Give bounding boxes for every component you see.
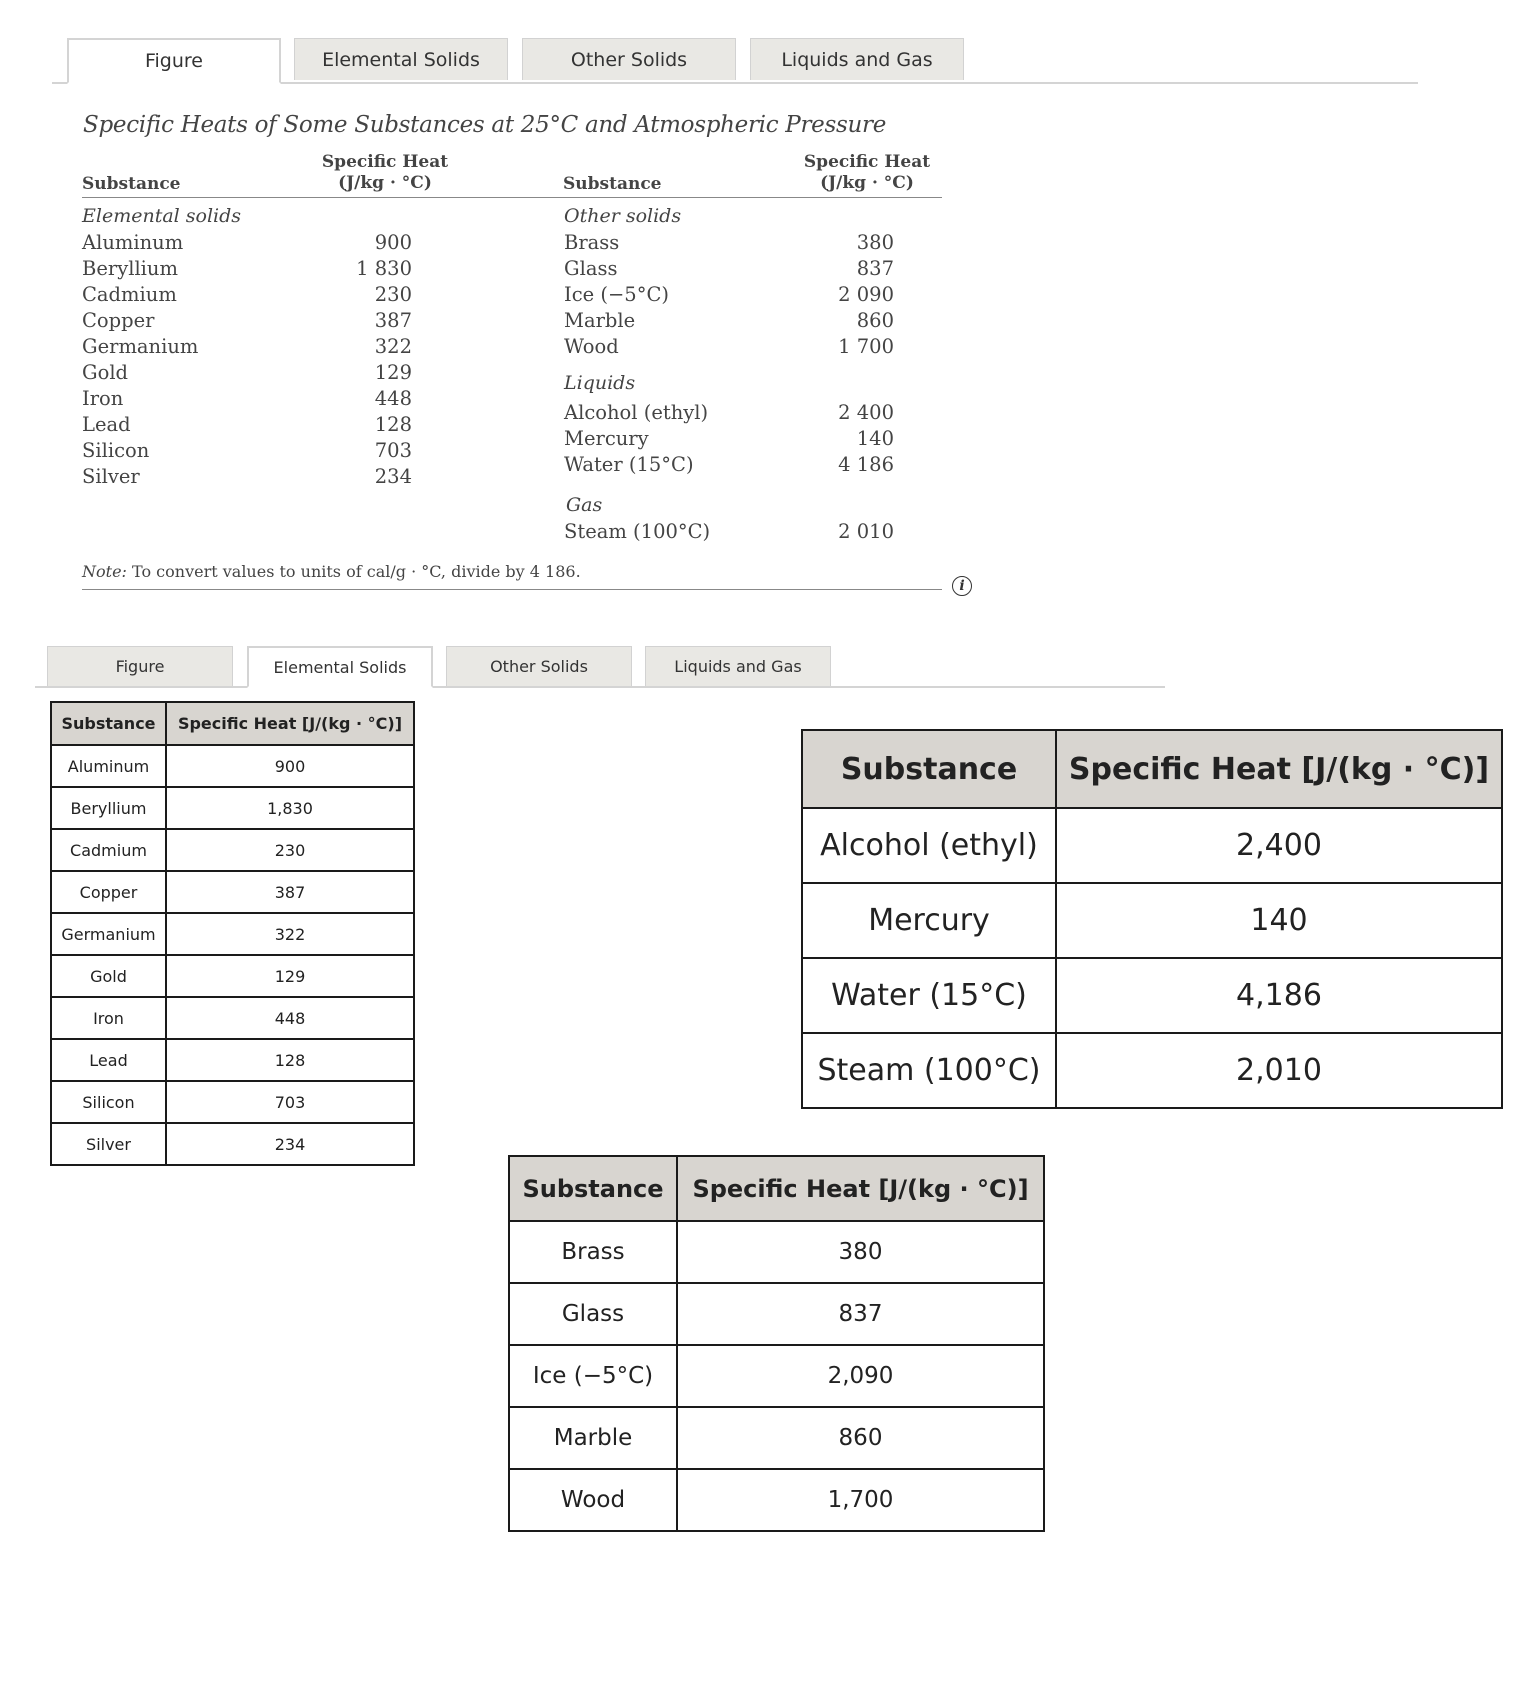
figure-category-gas: Gas: [566, 494, 603, 516]
substance-name: Lead: [82, 413, 131, 436]
list-item: [82, 230, 412, 256]
cell-specific-heat: 2,400: [1056, 808, 1502, 883]
figure-header-rule: [82, 197, 942, 198]
list-item: [564, 230, 894, 256]
table-row: [51, 1039, 414, 1081]
figure-header-substance-right: Substance: [563, 174, 662, 194]
figure-note: [82, 562, 581, 581]
cell-specific-heat: 387: [166, 871, 414, 913]
bottom-tab-bar: [35, 646, 1165, 688]
substance-name: Marble: [564, 309, 636, 332]
elemental-solids-table: [50, 701, 415, 1166]
table-row: [51, 787, 414, 829]
table-row: [51, 745, 414, 787]
table-row: [802, 958, 1502, 1033]
cell-substance: Water (15°C): [802, 958, 1056, 1033]
tab-other-solids[interactable]: Other Solids: [522, 38, 736, 80]
cell-substance: Gold: [51, 955, 166, 997]
substance-name: Copper: [82, 309, 155, 332]
list-item: [564, 256, 894, 282]
info-icon[interactable]: i: [952, 576, 972, 596]
cell-specific-heat: 837: [677, 1283, 1044, 1345]
cell-substance: Silver: [51, 1123, 166, 1165]
substance-name: Cadmium: [82, 283, 177, 306]
figure-elemental-list: [82, 230, 412, 490]
cell-specific-heat: 128: [166, 1039, 414, 1081]
cell-substance: Ice (−5°C): [509, 1345, 677, 1407]
heat-value: 140: [856, 427, 894, 450]
list-item: [82, 256, 412, 282]
cell-substance: Cadmium: [51, 829, 166, 871]
heat-value: 2 400: [838, 401, 894, 424]
figure-bottom-rule: [82, 589, 942, 590]
heat-value: 322: [374, 335, 412, 358]
heat-value: 837: [856, 257, 894, 280]
tab-liquids-and-gas[interactable]: Liquids and Gas: [750, 38, 964, 80]
table-row: [509, 1221, 1044, 1283]
table-header-row: [509, 1156, 1044, 1221]
figure-category-other-solids: Other solids: [564, 205, 682, 227]
heat-value: 1 830: [356, 257, 412, 280]
table-row: [802, 1033, 1502, 1108]
heat-value: 234: [374, 465, 412, 488]
substance-name: Mercury: [564, 427, 649, 450]
figure-header-heat-right: [772, 152, 962, 194]
heat-value: 1 700: [838, 335, 894, 358]
table-row: [509, 1469, 1044, 1531]
figure-title: Specific Heats of Some Substances at 25°C and Atmospheric Pressure: [83, 112, 887, 138]
note-text: To convert values to units of cal/g · °C, divide by 4 186.: [132, 562, 581, 581]
heat-value: 2 010: [838, 520, 894, 543]
cell-substance: Aluminum: [51, 745, 166, 787]
cell-substance: Iron: [51, 997, 166, 1039]
tab-liquids-and-gas[interactable]: Liquids and Gas: [645, 646, 831, 686]
table-row: [509, 1345, 1044, 1407]
substance-name: Silicon: [82, 439, 150, 462]
cell-substance: Beryllium: [51, 787, 166, 829]
cell-specific-heat: 234: [166, 1123, 414, 1165]
list-item: [82, 282, 412, 308]
substance-name: Steam (100°C): [564, 520, 711, 543]
cell-substance: Lead: [51, 1039, 166, 1081]
figure-category-liquids: Liquids: [564, 372, 636, 394]
table-row: [51, 829, 414, 871]
list-item: [564, 400, 894, 426]
heat-value: 4 186: [838, 453, 894, 476]
cell-specific-heat: 4,186: [1056, 958, 1502, 1033]
column-header-specific-heat: Specific Heat [J/(kg · °C)]: [1056, 730, 1502, 808]
column-header-substance: Substance: [51, 702, 166, 745]
table-row: [51, 1123, 414, 1165]
cell-substance: Glass: [509, 1283, 677, 1345]
cell-specific-heat: 2,010: [1056, 1033, 1502, 1108]
heat-value: 2 090: [838, 283, 894, 306]
heat-value: 860: [856, 309, 894, 332]
list-item: [564, 308, 894, 334]
table-header-row: [51, 702, 414, 745]
cell-specific-heat: 2,090: [677, 1345, 1044, 1407]
heat-value: 380: [856, 231, 894, 254]
list-item: [564, 282, 894, 308]
cell-substance: Copper: [51, 871, 166, 913]
cell-specific-heat: 230: [166, 829, 414, 871]
figure-category-elemental: Elemental solids: [82, 205, 242, 227]
heat-value: 448: [374, 387, 412, 410]
figure-header-heat-line2: (J/kg · °C): [338, 173, 432, 193]
heat-value: 703: [374, 439, 412, 462]
substance-name: Aluminum: [82, 231, 184, 254]
substance-name: Glass: [564, 257, 618, 280]
tab-other-solids[interactable]: Other Solids: [446, 646, 632, 686]
table-row: [509, 1283, 1044, 1345]
top-tab-bar: [52, 38, 1418, 84]
cell-specific-heat: 860: [677, 1407, 1044, 1469]
list-item: [82, 464, 412, 490]
substance-name: Silver: [82, 465, 140, 488]
heat-value: 129: [374, 361, 412, 384]
table-row: [509, 1407, 1044, 1469]
figure-header-heat-line1: Specific Heat: [321, 152, 449, 172]
cell-specific-heat: 1,700: [677, 1469, 1044, 1531]
list-item: [82, 412, 412, 438]
table-row: [802, 808, 1502, 883]
cell-substance: Silicon: [51, 1081, 166, 1123]
substance-name: Alcohol (ethyl): [564, 401, 709, 424]
heat-value: 230: [374, 283, 412, 306]
tab-figure[interactable]: Figure: [47, 646, 233, 686]
other-solids-table: [508, 1155, 1045, 1532]
substance-name: Ice (−5°C): [564, 283, 669, 306]
cell-specific-heat: 900: [166, 745, 414, 787]
figure-header-heat-left: [290, 152, 480, 194]
list-item: [564, 426, 894, 452]
column-header-substance: Substance: [802, 730, 1056, 808]
cell-specific-heat: 1,830: [166, 787, 414, 829]
table-row: [51, 871, 414, 913]
substance-name: Wood: [564, 335, 619, 358]
table-row: [51, 955, 414, 997]
list-item: [82, 386, 412, 412]
cell-specific-heat: 129: [166, 955, 414, 997]
cell-specific-heat: 703: [166, 1081, 414, 1123]
cell-specific-heat: 140: [1056, 883, 1502, 958]
cell-substance: Mercury: [802, 883, 1056, 958]
liquids-and-gas-table: [801, 729, 1503, 1109]
column-header-specific-heat: Specific Heat [J/(kg · °C)]: [166, 702, 414, 745]
substance-name: Iron: [82, 387, 124, 410]
figure-liquids-list: [564, 400, 894, 478]
note-label: Note:: [82, 562, 127, 581]
list-item: [82, 360, 412, 386]
table-row: [51, 1081, 414, 1123]
column-header-substance: Substance: [509, 1156, 677, 1221]
table-row: [51, 997, 414, 1039]
cell-specific-heat: 322: [166, 913, 414, 955]
heat-value: 900: [374, 231, 412, 254]
cell-substance: Alcohol (ethyl): [802, 808, 1056, 883]
cell-substance: Brass: [509, 1221, 677, 1283]
cell-substance: Germanium: [51, 913, 166, 955]
list-item: [82, 334, 412, 360]
tab-elemental-solids[interactable]: Elemental Solids: [247, 646, 433, 688]
heat-value: 128: [374, 413, 412, 436]
list-item: [564, 519, 894, 545]
figure-gas-list: [564, 519, 894, 545]
substance-name: Germanium: [82, 335, 199, 358]
table-header-row: [802, 730, 1502, 808]
cell-specific-heat: 380: [677, 1221, 1044, 1283]
cell-specific-heat: 448: [166, 997, 414, 1039]
substance-name: Gold: [82, 361, 129, 384]
list-item: [564, 452, 894, 478]
cell-substance: Wood: [509, 1469, 677, 1531]
list-item: [82, 438, 412, 464]
tab-elemental-solids[interactable]: Elemental Solids: [294, 38, 508, 80]
table-row: [802, 883, 1502, 958]
substance-name: Water (15°C): [564, 453, 694, 476]
figure-other-solids-list: [564, 230, 894, 360]
figure-header-substance-left: Substance: [82, 174, 181, 194]
figure-header-heat-line1: Specific Heat: [803, 152, 931, 172]
substance-name: Brass: [564, 231, 620, 254]
column-header-specific-heat: Specific Heat [J/(kg · °C)]: [677, 1156, 1044, 1221]
figure-header-heat-line2: (J/kg · °C): [820, 173, 914, 193]
list-item: [564, 334, 894, 360]
list-item: [82, 308, 412, 334]
table-row: [51, 913, 414, 955]
substance-name: Beryllium: [82, 257, 178, 280]
tab-figure[interactable]: Figure: [67, 38, 281, 84]
heat-value: 387: [374, 309, 412, 332]
cell-substance: Marble: [509, 1407, 677, 1469]
cell-substance: Steam (100°C): [802, 1033, 1056, 1108]
